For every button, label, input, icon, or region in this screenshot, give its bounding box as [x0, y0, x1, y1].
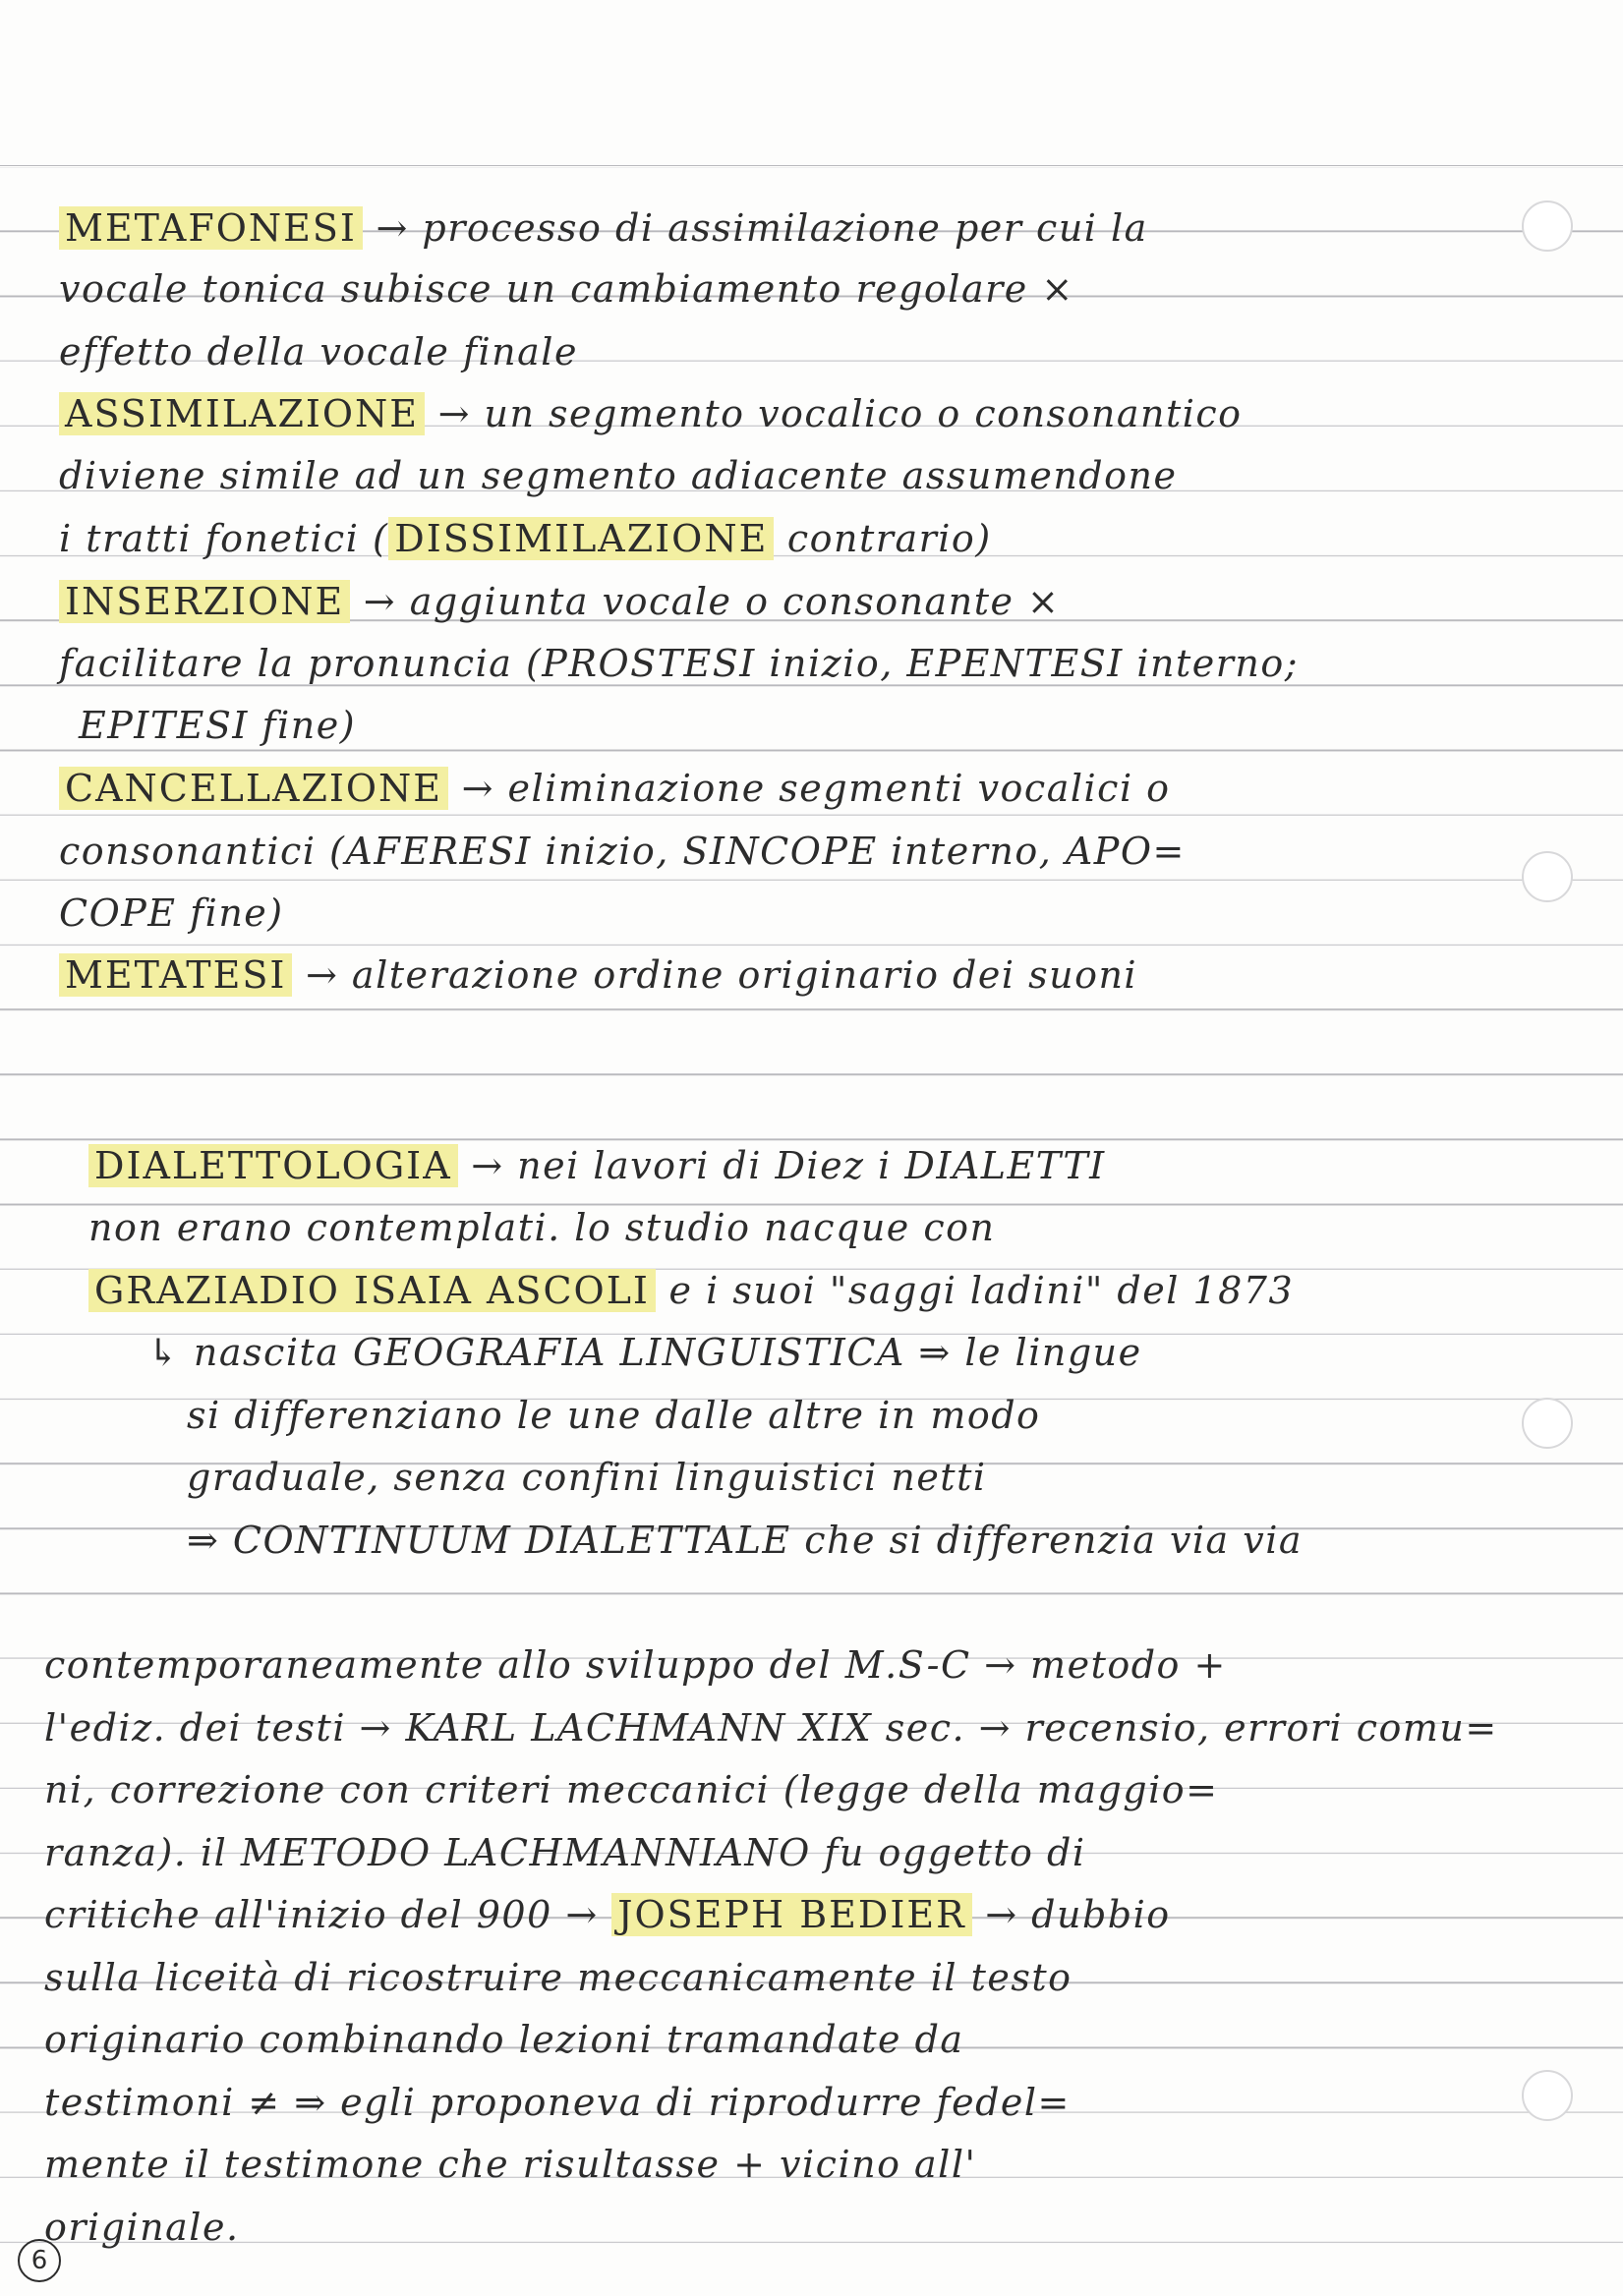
note-line	[59, 757, 1171, 820]
highlighted-term: JOSEPH BEDIER	[611, 1893, 971, 1936]
note-text: → dubbio	[971, 1893, 1171, 1936]
highlighted-term: DIALETTOLOGIA	[88, 1144, 458, 1187]
note-line	[59, 944, 1137, 1006]
note-line	[44, 1634, 1227, 1696]
note-text: → processo di assimilazione per cui la	[362, 206, 1148, 250]
note-line	[88, 1134, 1106, 1197]
note-text: ni, correzione con criteri meccanici (legge della maggio=	[44, 1768, 1219, 1811]
highlighted-term: METAFONESI	[59, 206, 363, 250]
note-line	[59, 632, 1299, 695]
note-text: non erano contemplati. lo studio nacque con	[88, 1206, 996, 1249]
note-line	[44, 1946, 1072, 2009]
note-text: vocale tonica subisce un cambiamento regolare ×	[59, 267, 1074, 311]
note-text: contemporaneamente allo sviluppo del M.S-C → metodo +	[44, 1643, 1227, 1687]
note-text: mente il testimone che risultasse + vicino all'	[44, 2143, 977, 2186]
page-number: 6	[18, 2239, 61, 2282]
note-line	[88, 1259, 1294, 1322]
note-text: → aggiunta vocale o consonante ×	[350, 580, 1061, 623]
note-text: testimoni ≠ ⇒ egli proponeva di riprodurre fedel=	[44, 2081, 1071, 2124]
note-text: COPE fine)	[59, 891, 284, 935]
note-line	[44, 2196, 240, 2259]
note-text: critiche all'inizio del 900 →	[44, 1893, 612, 1936]
note-line	[44, 1821, 1085, 1884]
note-line	[79, 694, 356, 757]
note-line	[88, 1196, 996, 1259]
note-text: ⇒ CONTINUUM DIALETTALE che si differenzia via via	[187, 1519, 1304, 1562]
highlighted-term: ASSIMILAZIONE	[59, 392, 425, 435]
note-text: consonantici (AFERESI inizio, SINCOPE interno, APO=	[59, 830, 1186, 873]
note-text: e i suoi "saggi ladini" del 1873	[655, 1269, 1295, 1312]
note-text: contrario)	[774, 517, 992, 560]
highlighted-term: GRAZIADIO ISAIA ASCOLI	[88, 1269, 656, 1312]
note-line	[59, 258, 1074, 320]
note-line	[59, 882, 284, 945]
note-line	[187, 1384, 1040, 1447]
note-line	[59, 570, 1060, 633]
binder-hole	[1522, 1398, 1573, 1449]
note-line	[44, 2008, 964, 2071]
binder-hole	[1522, 2070, 1573, 2121]
note-text: EPITESI fine)	[79, 704, 357, 747]
note-text: → alterazione ordine originario dei suoni	[292, 953, 1138, 997]
note-line	[59, 444, 1177, 507]
note-line	[59, 382, 1243, 445]
note-line	[59, 507, 992, 570]
highlighted-term: METATESI	[59, 953, 292, 997]
note-text: ranza). il METODO LACHMANNIANO fu oggetto di	[44, 1831, 1086, 1874]
highlighted-term: CANCELLAZIONE	[59, 767, 448, 810]
note-line	[59, 320, 578, 383]
page-top-margin	[0, 0, 1623, 167]
note-text: effetto della vocale finale	[59, 330, 578, 373]
note-text: graduale, senza confini linguistici netti	[187, 1456, 987, 1499]
note-text: l'ediz. dei testi → KARL LACHMANN XIX sec. → recensio, errori comu=	[44, 1706, 1498, 1750]
highlighted-term: INSERZIONE	[59, 580, 350, 623]
highlighted-term: DISSIMILAZIONE	[388, 517, 774, 560]
note-text: ↳ nascita GEOGRAFIA LINGUISTICA ⇒ le lingue	[147, 1331, 1142, 1374]
note-line	[44, 1883, 1171, 1946]
binder-hole	[1522, 201, 1573, 252]
note-line	[59, 820, 1186, 883]
note-text: originario combinando lezioni tramandate da	[44, 2018, 964, 2061]
note-line	[44, 1758, 1218, 1821]
note-line	[44, 2071, 1071, 2134]
note-text: i tratti fonetici (	[59, 517, 389, 560]
note-line	[44, 2133, 976, 2196]
note-text: facilitare la pronuncia (PROSTESI inizio, EPENTESI interno;	[59, 642, 1300, 685]
note-text: → nei lavori di Diez i DIALETTI	[457, 1144, 1106, 1187]
note-text: → eliminazione segmenti vocalici o	[448, 767, 1171, 810]
note-line	[147, 1321, 1142, 1384]
note-text: sulla liceità di ricostruire meccanicamente il testo	[44, 1956, 1072, 1999]
note-line	[187, 1446, 987, 1509]
note-text: si differenziano le une dalle altre in modo	[187, 1394, 1041, 1437]
binder-hole	[1522, 851, 1573, 902]
note-line	[59, 197, 1148, 259]
note-text: diviene simile ad un segmento adiacente assumendone	[59, 454, 1178, 497]
note-line	[44, 1696, 1498, 1759]
note-text: → un segmento vocalico o consonantico	[425, 392, 1243, 435]
note-text: originale.	[44, 2206, 240, 2249]
note-line	[187, 1509, 1303, 1572]
